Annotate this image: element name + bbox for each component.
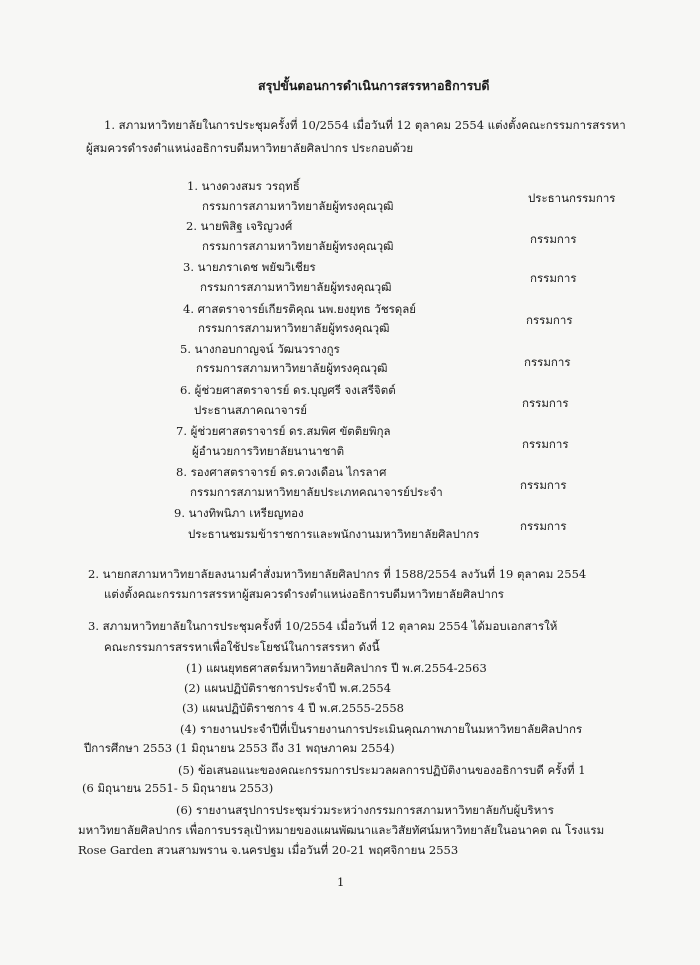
member-3-role: กรรมการ	[530, 271, 577, 285]
item2-line1: 2. นายกสภามหาวิทยาลัยลงนามคำสั่งมหาวิทยาลัยศิลปากร ที่ 1588/2554 ลงวันที่ 19 ตุลาคม 2554	[88, 567, 587, 581]
member-3-name: 3. นายภราเดช พยัฆวิเชียร	[183, 260, 316, 274]
member-8-role: กรรมการ	[520, 478, 567, 492]
doc-5: (5) ข้อเสนอแนะของคณะกรรมการประมวลผลการปฏิบัติงานของอธิการบดี ครั้งที่ 1	[178, 763, 586, 777]
doc-4: (4) รายงานประจำปีที่เป็นรายงานการประเมินคุณภาพภายในมหาวิทยาลัยศิลปากร	[180, 722, 583, 736]
member-4-position: กรรมการสภามหาวิทยาลัยผู้ทรงคุณวุฒิ	[198, 321, 390, 335]
member-1-role: ประธานกรรมการ	[528, 191, 616, 205]
member-3-position: กรรมการสภามหาวิทยาลัยผู้ทรงคุณวุฒิ	[200, 280, 392, 294]
item3-line2: คณะกรรมการสรรหาเพื่อใช้ประโยชน์ในการสรรหา ดังนี้	[104, 640, 380, 654]
member-8-position: กรรมการสภามหาวิทยาลัยประเภทคณาจารย์ประจำ	[190, 485, 443, 499]
item3-line1: 3. สภามหาวิทยาลัยในการประชุมครั้งที่ 10/2554 เมื่อวันที่ 12 ตุลาคม 2554 ได้มอบเอกสารให้	[88, 619, 558, 633]
member-9-name: 9. นางทิพนิภา เหรียญทอง	[174, 506, 304, 520]
doc-3: (3) แผนปฏิบัติราชการ 4 ปี พ.ศ.2555-2558	[182, 701, 404, 715]
doc-6-cont: มหาวิทยาลัยศิลปากร เพื่อการบรรลุเป้าหมายของแผนพัฒนาและวิสัยทัศน์มหาวิทยาลัยในอนาคต ณ โรงแรม	[78, 823, 605, 837]
member-5-position: กรรมการสภามหาวิทยาลัยผู้ทรงคุณวุฒิ	[196, 361, 388, 375]
doc-6: (6) รายงานสรุปการประชุมร่วมระหว่างกรรมการสภามหาวิทยาลัยกับผู้บริหาร	[176, 803, 554, 817]
doc-1: (1) แผนยุทธศาสตร์มหาวิทยาลัยศิลปากร ปี พ.ศ.2554-2563	[186, 661, 487, 675]
member-1-name: 1. นางดวงสมร วรฤทธิ์	[187, 179, 300, 193]
member-7-position: ผู้อำนวยการวิทยาลัยนานาชาติ	[192, 444, 345, 458]
doc-5-cont: (6 มิถุนายน 2551- 5 มิถุนายน 2553)	[82, 781, 274, 795]
item1-line2: ผู้สมควรดำรงตำแหน่งอธิการบดีมหาวิทยาลัยศิลปากร ประกอบด้วย	[86, 141, 414, 155]
page-title: สรุปขั้นตอนการดำเนินการสรรหาอธิการบดี	[258, 78, 490, 93]
page-number: 1	[337, 875, 345, 889]
member-6-role: กรรมการ	[522, 396, 569, 410]
member-1-position: กรรมการสภามหาวิทยาลัยผู้ทรงคุณวุฒิ	[202, 199, 394, 213]
member-2-name: 2. นายพิสิฐ เจริญวงศ์	[186, 219, 293, 233]
member-6-position: ประธานสภาคณาจารย์	[194, 403, 307, 417]
doc-4-cont: ปีการศึกษา 2553 (1 มิถุนายน 2553 ถึง 31 พฤษภาคม 2554)	[84, 741, 395, 755]
doc-6-cont-2: Rose Garden สวนสามพราน จ.นครปฐม เมื่อวันที่ 20-21 พฤศจิกายน 2553	[78, 843, 459, 857]
member-8-name: 8. รองศาสตราจารย์ ดร.ดวงเดือน ไกรลาศ	[176, 465, 387, 479]
member-9-role: กรรมการ	[520, 519, 567, 533]
item1-line1: 1. สภามหาวิทยาลัยในการประชุมครั้งที่ 10/2554 เมื่อวันที่ 12 ตุลาคม 2554 แต่งตั้งคณะกรรมการสรรหา	[104, 118, 626, 132]
member-6-name: 6. ผู้ช่วยศาสตราจารย์ ดร.บุญศรี จงเสรีจิตต์	[180, 383, 396, 397]
member-7-name: 7. ผู้ช่วยศาสตราจารย์ ดร.สมพิศ ขัตติยพิกุล	[176, 424, 391, 438]
member-2-position: กรรมการสภามหาวิทยาลัยผู้ทรงคุณวุฒิ	[202, 239, 394, 253]
member-2-role: กรรมการ	[530, 232, 577, 246]
member-4-name: 4. ศาสตราจารย์เกียรติคุณ นพ.ยงยุทธ วัชรดุลย์	[183, 302, 417, 316]
member-5-role: กรรมการ	[524, 355, 571, 369]
item2-line2: แต่งตั้งคณะกรรมการสรรหาผู้สมควรดำรงตำแหน่งอธิการบดีมหาวิทยาลัยศิลปากร	[104, 587, 504, 601]
member-7-role: กรรมการ	[522, 437, 569, 451]
doc-2: (2) แผนปฏิบัติราชการประจำปี พ.ศ.2554	[184, 681, 392, 695]
member-5-name: 5. นางกอบกาญจน์ วัฒนวรางกูร	[180, 342, 340, 356]
member-9-position: ประธานชมรมข้าราชการและพนักงานมหาวิทยาลัยศิลปากร	[188, 527, 480, 541]
member-4-role: กรรมการ	[526, 313, 573, 327]
